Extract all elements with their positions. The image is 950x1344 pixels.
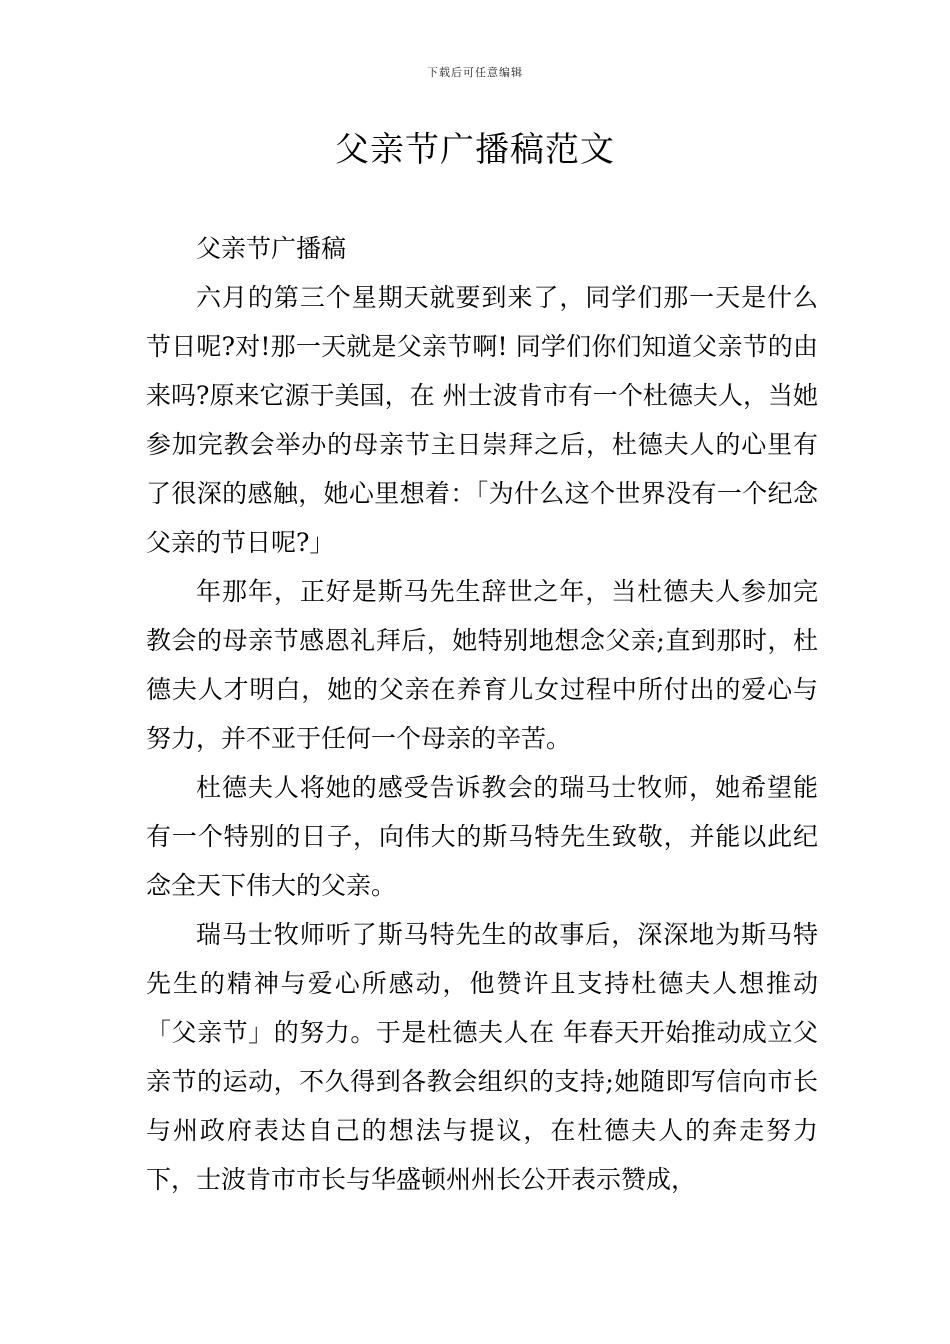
paragraph-2: 年那年，正好是斯马先生辞世之年，当杜德夫人参加完教会的母亲节感恩礼拜后，她特别地想念父亲;直到那时，杜德夫人才明白，她的父亲在养育儿女过程中所付出的爱心与努力，并不亚于任何一个母亲的辛苦。 xyxy=(146,577,818,753)
document-title: 父亲节广播稿范文 xyxy=(335,130,615,170)
header-note: 下载后可任意编辑 xyxy=(427,66,523,79)
paragraph-3: 杜德夫人将她的感受告诉教会的瑞马士牧师，她希望能有一个特别的日子，向伟大的斯马特先生致敬，并能以此纪念全天下伟大的父亲。 xyxy=(146,773,818,900)
document-body xyxy=(146,224,818,1204)
paragraph-1: 六月的第三个星期天就要到来了，同学们那一天是什么节日呢?对!那一天就是父亲节啊! 同学们你们知道父亲节的由来吗?原来它源于美国，在 州士波肯市有一个杜德夫人，当她参加完教会举办的母亲节主日崇拜之后，杜德夫人的心里有了很深的感触，她心里想着：「为什么这个世界没有一个纪念父亲的节日呢?」 xyxy=(146,283,818,557)
paragraph-4: 瑞马士牧师听了斯马特先生的故事后，深深地为斯马特先生的精神与爱心所感动，他赞许且支持杜德夫人想推动「父亲节」的努力。于是杜德夫人在 年春天开始推动成立父亲节的运动，不久得到各教会组织的支持;她随即写信向市长与州政府表达自己的想法与提议，在杜德夫人的奔走努力下，士波肯市市长与华盛顿州州长公开表示赞成， xyxy=(146,920,818,1194)
document-subtitle: 父亲节广播稿 xyxy=(196,234,347,263)
